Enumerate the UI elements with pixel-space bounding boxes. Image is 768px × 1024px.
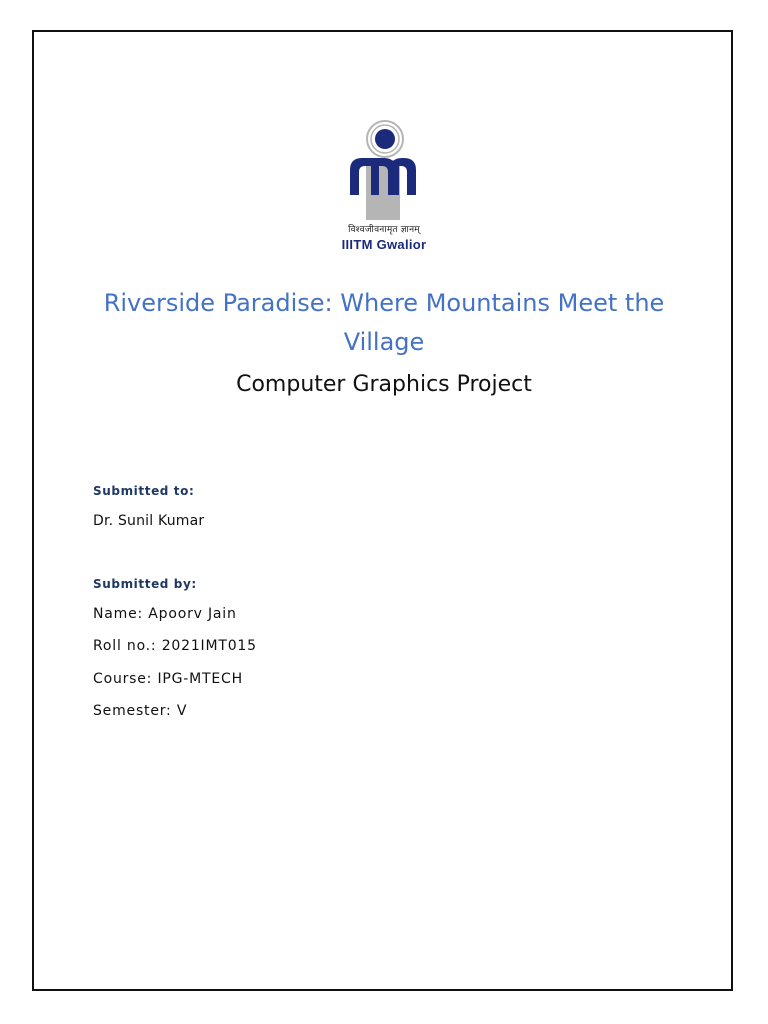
course: Course: IPG-MTECH [93,671,243,687]
project-subtitle: Computer Graphics Project [236,372,532,397]
submitted-by-label: Submitted by: [93,577,197,591]
submitted-to-label: Submitted to: [93,484,195,498]
semester: Semester: V [93,703,188,719]
project-title: Riverside Paradise: Where Mountains Meet the Village [103,289,665,356]
supervisor-name: Dr. Sunil Kumar [93,513,205,529]
logo-name: IIITM Gwalior [341,237,427,252]
iiitm-emblem-icon [340,120,430,220]
roll-number: Roll no.: 2021IMT015 [93,638,257,654]
student-name: Name: Apoorv Jain [93,606,237,622]
logo-motto: विश्वजीवनामृत ज्ञानम् [348,225,420,235]
